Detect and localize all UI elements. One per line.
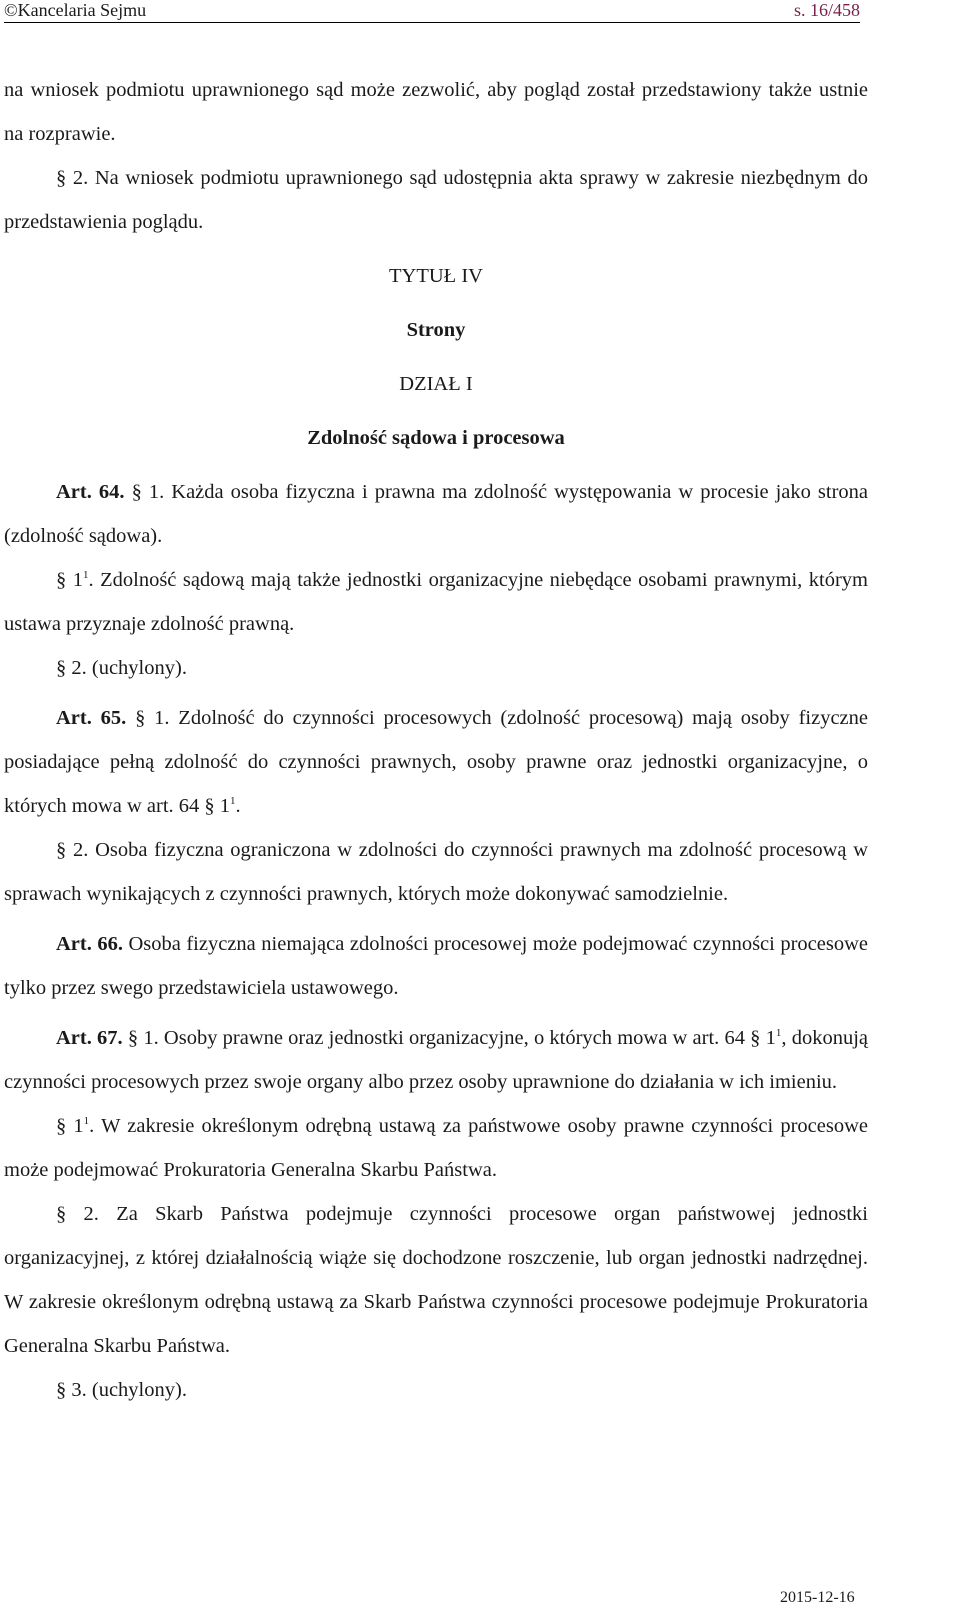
page-number: s. 16/458 xyxy=(793,0,860,20)
paragraph-text: § 1. Zdolność do czynności procesowych (zdolność procesową) mają osoby fizyczne posiadające pełną zdolność do czynności prawnych, osoby prawne oraz jednostki organizacyjne, o których mowa w art. 64 § 1 xyxy=(4,707,868,817)
paragraph-text: , dokonują czynności procesowych przez swoje organy albo przez osoby uprawnione do działania w ich imieniu. xyxy=(4,1027,868,1093)
paragraph-text: § 1. Osoby prawne oraz jednostki organizacyjne, o których mowa w art. 64 § 1 xyxy=(127,1027,776,1049)
paragraph-text: . Zdolność sądową mają także jednostki organizacyjne niebędące osobami prawnymi, którym ustawa przyznaje zdolność prawną. xyxy=(4,569,869,635)
division-name: Zdolność sądowa i procesowa xyxy=(307,427,565,449)
article-64-par-2: § 2. (uchylony). xyxy=(56,657,187,679)
superscript: 1 xyxy=(83,569,89,582)
article-67-par-2: § 2. Za Skarb Państwa podejmuje czynności procesowe organ państwowej jednostki organizacyjnej, z której działalnością wiąże się dochodzone roszczenie, lub organ jednostki nadrzędnej. W zakresie określonym odrębną ustawą za Skarb Państwa czynności procesowe podejmuje Prokuratoria Generalna Skarbu Państwa. xyxy=(4,1203,868,1357)
paragraph: § 2. Na wniosek podmiotu uprawnionego sąd udostępnia akta sprawy w zakresie niezbędnym do przedstawienia poglądu. xyxy=(4,167,868,233)
paragraph-text: Osoba fizyczna niemająca zdolności procesowej może podejmować czynności procesowe tylko przez swego przedstawiciela ustawowego. xyxy=(4,933,869,999)
article-label: Art. 64. xyxy=(56,481,125,503)
paragraph: na wniosek podmiotu uprawnionego sąd może zezwolić, aby pogląd został przedstawiony także ustnie na rozprawie. xyxy=(4,79,868,145)
article-64-par-1 xyxy=(4,470,868,558)
article-label: Art. 67. xyxy=(56,1027,123,1049)
article-67-par-3: § 3. (uchylony). xyxy=(56,1379,187,1401)
superscript: 1 xyxy=(775,1027,782,1040)
article-65-par-1 xyxy=(4,696,868,828)
paragraph-text: . xyxy=(235,795,241,817)
page-header xyxy=(4,0,860,23)
article-67-par-1 xyxy=(4,1016,868,1104)
paragraph-text: § 1 xyxy=(56,569,83,591)
article-65-par-2: § 2. Osoba fizyczna ograniczona w zdolności do czynności prawnych ma zdolność procesową w sprawach wynikających z czynności prawnych, których może dokonywać samodzielnie. xyxy=(4,839,868,905)
article-label: Art. 65. xyxy=(56,707,127,729)
paragraph-text: § 1 xyxy=(56,1115,84,1137)
title-name: Strony xyxy=(406,319,466,341)
page-footer-date: 2015-12-16 xyxy=(780,1589,855,1606)
title-heading: TYTUŁ IV xyxy=(389,265,483,287)
division-heading: DZIAŁ I xyxy=(399,373,473,395)
superscript: 1 xyxy=(83,1115,90,1128)
paragraph-text: . W zakresie określonym odrębną ustawą za państwowe osoby prawne czynności procesowe może podejmować Prokuratoria Generalna Skarbu Państwa. xyxy=(4,1115,869,1181)
article-67-par-1-1 xyxy=(4,1104,868,1192)
article-64-par-1-1 xyxy=(4,558,868,646)
article-66 xyxy=(4,922,868,1010)
paragraph-text: § 1. Każda osoba fizyczna i prawna ma zdolność występowania w procesie jako strona (zdolność sądowa). xyxy=(4,481,869,547)
superscript: 1 xyxy=(230,795,236,808)
article-label: Art. 66. xyxy=(56,933,123,955)
header-copyright: ©Kancelaria Sejmu xyxy=(4,0,147,20)
document-body xyxy=(4,68,868,1412)
